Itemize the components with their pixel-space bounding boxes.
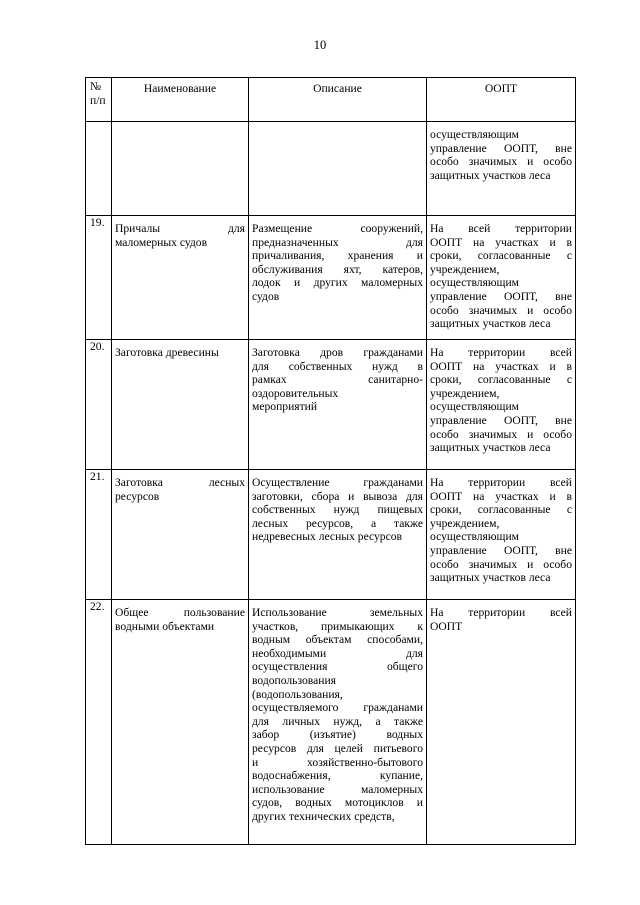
text-line: Осуществление гражданами: [252, 476, 423, 489]
row-number: 19.: [90, 216, 105, 229]
text-line: особо значимых и особо: [430, 557, 572, 571]
text-line: осуществляющим: [430, 128, 520, 141]
cell-text: [112, 470, 248, 503]
cell-text: [249, 340, 426, 414]
cell-text: [427, 600, 575, 633]
text-line: На всей территории: [430, 222, 572, 235]
cell-protected-area: [427, 600, 576, 845]
text-line: судов: [252, 289, 280, 303]
cell-text: [249, 470, 426, 544]
text-line: использование маломерных: [252, 782, 423, 796]
text-line: осуществляющим: [430, 400, 520, 414]
text-line: защитных участков леса: [430, 317, 551, 331]
text-line: управление ООПТ, вне: [430, 289, 572, 303]
cell-text: [249, 216, 426, 304]
text-line: ресурсов для целей питьевого: [252, 741, 423, 755]
text-line: других технических средств,: [252, 809, 395, 823]
text-line: оздоровительных: [252, 386, 339, 400]
cell-name: [112, 470, 249, 600]
text-line: участков, примыкающих к: [252, 619, 423, 633]
text-line: сроки, согласованные с: [430, 249, 572, 263]
cell-name: [112, 122, 249, 216]
text-line: водопользования: [252, 673, 336, 687]
text-line: управление ООПТ, вне: [430, 543, 572, 557]
text-line: предназначенных для: [252, 235, 423, 249]
header-number-line: №: [90, 80, 102, 93]
text-line: особо значимых и особо: [430, 427, 572, 441]
text-line: заготовки, сбора и вывоза для: [252, 489, 423, 503]
header-number-line: п/п: [90, 94, 106, 107]
text-line: обслуживания яхт, катеров,: [252, 262, 423, 276]
text-line: На территории всей: [430, 476, 572, 489]
text-line: маломерных судов: [115, 235, 208, 249]
text-line: для собственных нужд в: [252, 359, 423, 373]
row-number: 21.: [90, 470, 105, 483]
cell-protected-area: [427, 470, 576, 600]
table-header-row: [86, 78, 576, 122]
header-description: Описание: [249, 78, 427, 122]
table-row: [86, 216, 576, 340]
text-line: водными объектами: [115, 619, 215, 633]
cell-number: [86, 600, 112, 845]
row-number: 22.: [90, 600, 105, 613]
text-line: ООПТ на участках и в: [430, 235, 572, 249]
table-row: [86, 600, 576, 845]
text-line: рамках санитарно-: [252, 373, 423, 387]
cell-number: [86, 340, 112, 470]
cell-number: [86, 216, 112, 340]
cell-protected-area: [427, 122, 576, 216]
text-line: осуществления общего: [252, 660, 423, 674]
text-line: Заготовка древесины: [115, 346, 219, 359]
text-line: ООПТ на участках и в: [430, 489, 572, 503]
text-line: сроки, согласованные с: [430, 373, 572, 387]
cell-text: [427, 122, 575, 182]
text-line: Использование земельных: [252, 606, 423, 619]
cell-text: [249, 600, 426, 824]
cell-name: [112, 600, 249, 845]
cell-text: [427, 340, 575, 455]
text-line: осуществляющим: [430, 530, 520, 544]
header-number: [86, 78, 112, 122]
text-line: осуществляющим: [430, 276, 520, 290]
text-line: лодок и других маломерных: [252, 276, 423, 290]
text-line: для личных нужд, а также: [252, 714, 423, 728]
text-line: защитных участков леса: [430, 571, 551, 585]
text-line: и хозяйственно-бытового: [252, 755, 423, 769]
cell-number: [86, 470, 112, 600]
text-line: забор (изъятие) водных: [252, 728, 423, 742]
text-line: мероприятий: [252, 400, 318, 414]
cell-description: [249, 340, 427, 470]
text-line: сроки, согласованные с: [430, 503, 572, 517]
cell-description: [249, 470, 427, 600]
cell-number: [86, 122, 112, 216]
cell-text: [427, 216, 575, 331]
text-line: Причалы для: [115, 222, 245, 235]
cell-text: [112, 216, 248, 249]
text-line: Общее пользование: [115, 606, 245, 619]
text-line: На территории всей: [430, 346, 572, 359]
text-line: управление ООПТ, вне: [430, 413, 572, 427]
header-name: Наименование: [112, 78, 249, 122]
regulations-table: [85, 77, 576, 845]
text-line: особо значимых и особо: [430, 155, 572, 169]
text-line: причаливания, хранения и: [252, 249, 423, 263]
text-line: водным объектам способами,: [252, 633, 423, 647]
text-line: На территории всей: [430, 606, 572, 619]
text-line: учреждением,: [430, 262, 500, 276]
cell-text: [112, 340, 248, 360]
text-line: учреждением,: [430, 386, 500, 400]
cell-text: [427, 470, 575, 585]
cell-protected-area: [427, 340, 576, 470]
text-line: Заготовка лесных: [115, 476, 245, 489]
text-line: ООПТ: [430, 619, 463, 633]
text-line: судов, водных мотоциклов и: [252, 796, 423, 810]
text-line: (водопользования,: [252, 687, 343, 701]
text-line: Заготовка дров гражданами: [252, 346, 423, 359]
cell-description: [249, 600, 427, 845]
text-line: особо значимых и особо: [430, 303, 572, 317]
text-line: осуществляемого гражданами: [252, 701, 423, 715]
cell-text: [112, 600, 248, 633]
header-protected-area: ООПТ: [427, 78, 576, 122]
table-row-continuation: [86, 122, 576, 216]
text-line: учреждением,: [430, 516, 500, 530]
text-line: ресурсов: [115, 489, 160, 503]
text-line: водоснабжения, купание,: [252, 769, 423, 783]
table-row: [86, 470, 576, 600]
cell-name: [112, 216, 249, 340]
text-line: защитных участков леса: [430, 168, 551, 182]
text-line: недревесных лесных ресурсов: [252, 530, 403, 544]
text-line: защитных участков леса: [430, 441, 551, 455]
cell-name: [112, 340, 249, 470]
text-line: ООПТ на участках и в: [430, 359, 572, 373]
text-line: необходимыми для: [252, 646, 423, 660]
table-row: [86, 340, 576, 470]
cell-description: [249, 216, 427, 340]
page-number: 10: [313, 38, 327, 52]
text-line: лесных ресурсов, а также: [252, 516, 423, 530]
row-number: 20.: [90, 340, 105, 353]
text-line: управление ООПТ, вне: [430, 141, 572, 155]
text-line: собственных нужд пищевых: [252, 503, 423, 517]
cell-description: [249, 122, 427, 216]
text-line: Размещение сооружений,: [252, 222, 423, 235]
cell-protected-area: [427, 216, 576, 340]
